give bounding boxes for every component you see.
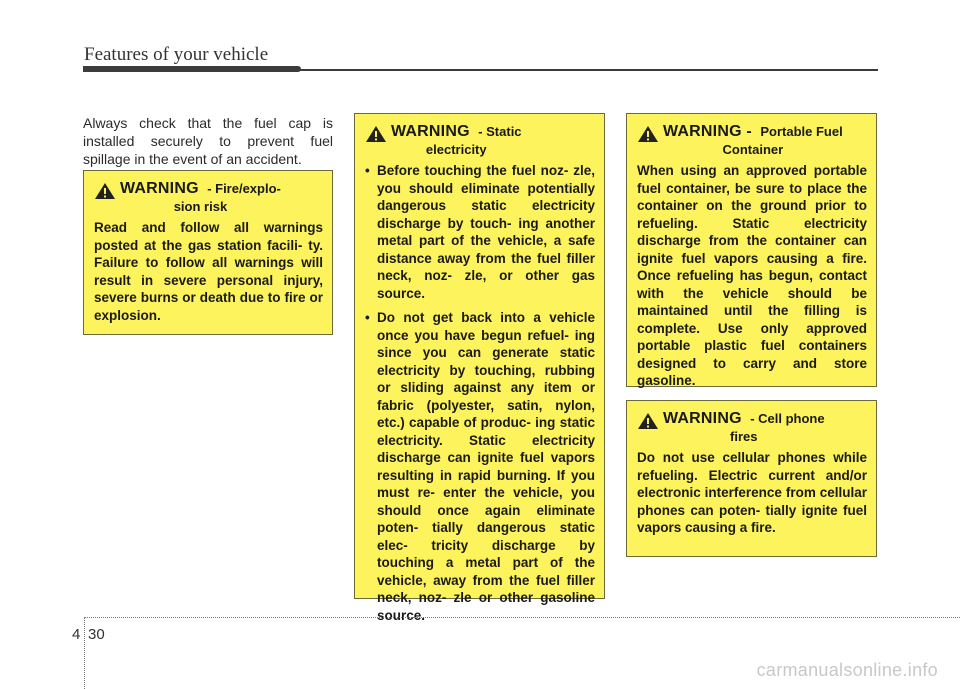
warning-triangle-icon	[365, 125, 387, 143]
warning-header	[94, 179, 323, 215]
warning-triangle-icon	[94, 182, 116, 200]
footer-vertical-divider	[84, 617, 86, 689]
warning-header	[365, 122, 595, 158]
warning-subtitle-cont: electricity	[425, 142, 487, 157]
warning-portable-box	[626, 113, 877, 387]
warning-subtitle: - Cell phone	[750, 411, 825, 426]
warning-body: When using an approved portable fuel container, be sure to place the container on the ground prior to refueling. Static electricity discharge from the container can ignite fuel vapors causing a fire. Once refueling has begun, contact with the vehicle should be maintained until the filling is complete. Use only approved portable plastic fuel containers designed to carry and store gasoline.	[637, 163, 867, 388]
header-rule	[300, 69, 878, 71]
warning-word: WARNING	[663, 410, 742, 427]
warning-header	[637, 409, 867, 445]
warning-word: WARNING	[120, 180, 199, 197]
warning-list	[365, 162, 595, 624]
warning-word: WARNING	[391, 123, 470, 140]
warning-cell-box	[626, 400, 877, 557]
warning-triangle-icon	[637, 125, 659, 143]
warning-body: Do not use cellular phones while refueling. Electric current and/or electronic interference from cellular phones can poten- tially ignite fuel vapors causing a fire.	[637, 450, 867, 535]
watermark-text: carmanualsonline.info	[756, 660, 938, 680]
warning-subtitle-cont: sion risk	[173, 199, 228, 214]
page-header-title: Features of your vehicle	[84, 44, 269, 65]
warning-static-box	[354, 113, 605, 623]
warning-subtitle-cont: fires	[730, 429, 758, 444]
list-item: • Before touching the fuel noz- zle, you should eliminate potentially dangerous static electricity discharge by touch- ing another metal part of the vehicle, a safe distance away from the fuel filler neck, noz- zle, or other gas source.	[377, 162, 595, 302]
warning-triangle-icon	[637, 412, 659, 430]
intro-paragraph: Always check that the fuel cap is installed securely to prevent fuel spillage in the event of an accident.	[83, 115, 333, 167]
warning-header	[637, 122, 867, 158]
warning-fire-box	[83, 170, 333, 335]
section-number: 4	[72, 626, 81, 643]
page-number: 30	[88, 626, 105, 643]
header-bar	[83, 66, 301, 72]
list-item: • Do not get back into a vehicle once you have begun refuel- ing since you can generate static electricity by touching, rubbing or sliding against any item or fabric (polyester, satin, nylon, etc.) capable of produc- ing static electricity. Static electricity discharge can ignite fuel vapors resulting in rapid burning. If you must re- enter the vehicle, you should once again eliminate poten- tially dangerous static elec- tricity discharge by touching a metal part of the vehicle, away from the fuel filler neck, noz- zle or other gasoline source.	[377, 309, 595, 624]
warning-word: WARNING -	[663, 123, 752, 140]
warning-subtitle: - Fire/explo-	[207, 181, 281, 196]
warning-subtitle: - Static	[478, 124, 522, 139]
warning-body: Read and follow all warnings posted at the gas station facili- ty. Failure to follow all warnings will result in severe personal injury, severe burns or death due to fire or explosion.	[94, 220, 323, 323]
warning-subtitle-cont: Container	[722, 142, 784, 157]
footer-divider	[84, 617, 960, 619]
warning-subtitle: Portable Fuel	[760, 124, 843, 139]
